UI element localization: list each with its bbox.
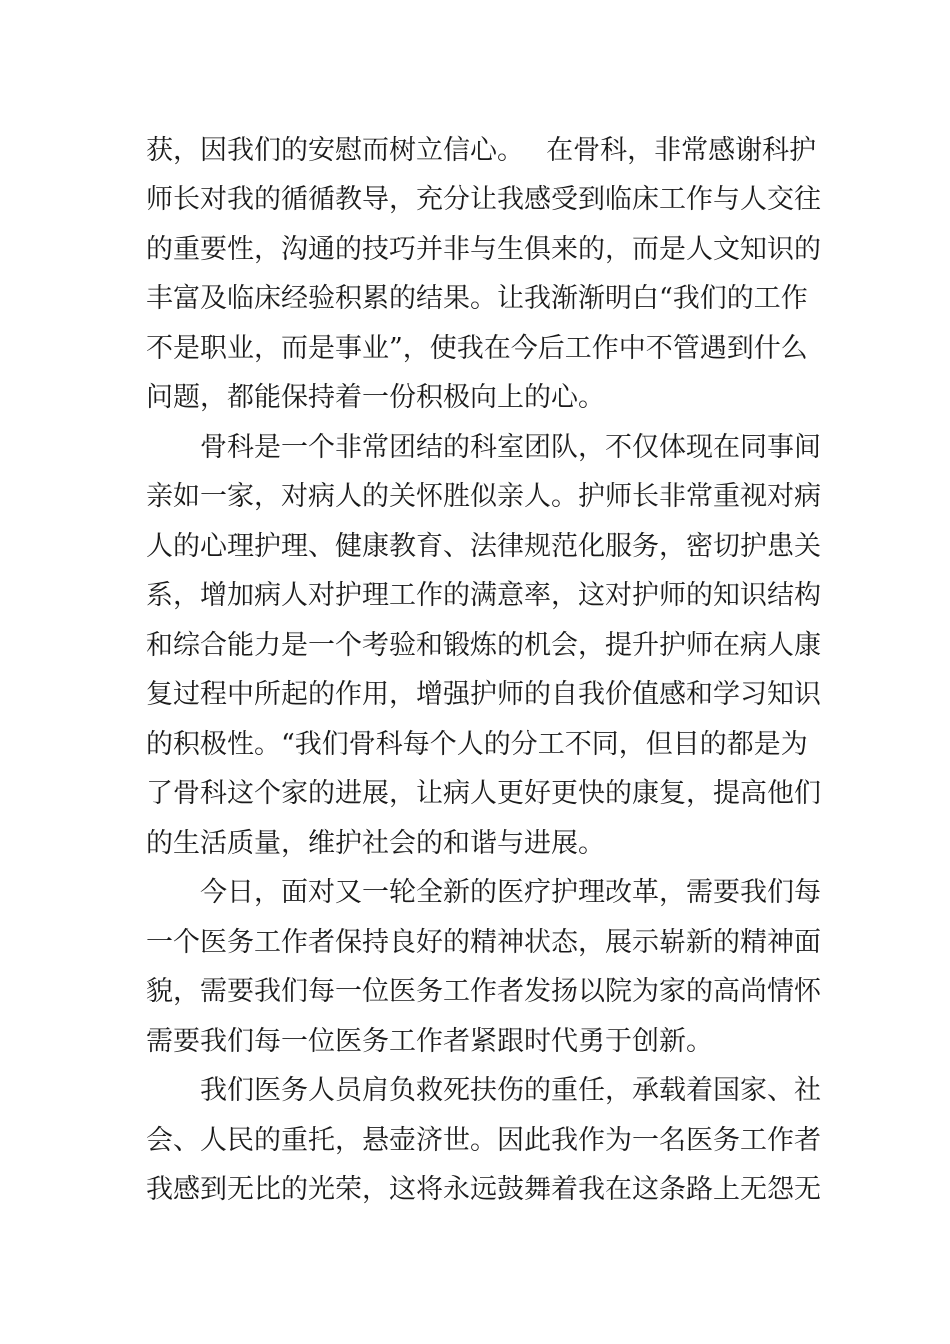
text-line: 获，因我们的安慰而树立信心。 在骨科，非常感谢科护 [146, 135, 817, 166]
text-line: 人的心理护理、健康教育、法律规范化服务，密切护患关 [146, 531, 821, 562]
text-line: 亲如一家，对病人的关怀胜似亲人。护师长非常重视对病 [146, 481, 821, 512]
text-line: 一个医务工作者保持良好的精神状态，展示崭新的精神面 [146, 927, 821, 958]
text-line: 我感到无比的光荣，这将永远鼓舞着我在这条路上无怨无 [146, 1174, 821, 1205]
text-line: 骨科是一个非常团结的科室团队，不仅体现在同事间 [200, 432, 821, 463]
text-line: 和综合能力是一个考验和锻炼的机会，提升护师在病人康 [146, 630, 821, 661]
text-line: 师长对我的循循教导，充分让我感受到临床工作与人交往 [146, 184, 821, 215]
text-line: 的积极性。“我们骨科每个人的分工不同，但目的都是为 [146, 729, 808, 760]
text-line: 系，增加病人对护理工作的满意率，这对护师的知识结构 [146, 580, 821, 611]
text-line: 复过程中所起的作用，增强护师的自我价值感和学习知识 [146, 679, 821, 710]
text-line: 的重要性，沟通的技巧并非与生俱来的，而是人文知识的 [146, 234, 821, 265]
text-line: 貌，需要我们每一位医务工作者发扬以院为家的高尚情怀 [146, 976, 821, 1007]
text-line: 的生活质量，维护社会的和谐与进展。 [146, 828, 605, 859]
text-line: 需要我们每一位医务工作者紧跟时代勇于创新。 [146, 1026, 713, 1057]
text-line: 问题，都能保持着一份积极向上的心。 [146, 382, 605, 413]
text-line: 了骨科这个家的进展，让病人更好更快的康复，提高他们 [146, 778, 821, 809]
text-line: 会、人民的重托，悬壶济世。因此我作为一名医务工作者 [146, 1125, 821, 1156]
text-line: 我们医务人员肩负救死扶伤的重任，承载着国家、社 [200, 1075, 821, 1106]
text-line: 丰富及临床经验积累的结果。让我渐渐明白“我们的工作 [146, 283, 808, 314]
text-line: 今日，面对又一轮全新的医疗护理改革，需要我们每 [200, 877, 821, 908]
text-line: 不是职业，而是事业”，使我在今后工作中不管遇到什么 [146, 333, 808, 364]
